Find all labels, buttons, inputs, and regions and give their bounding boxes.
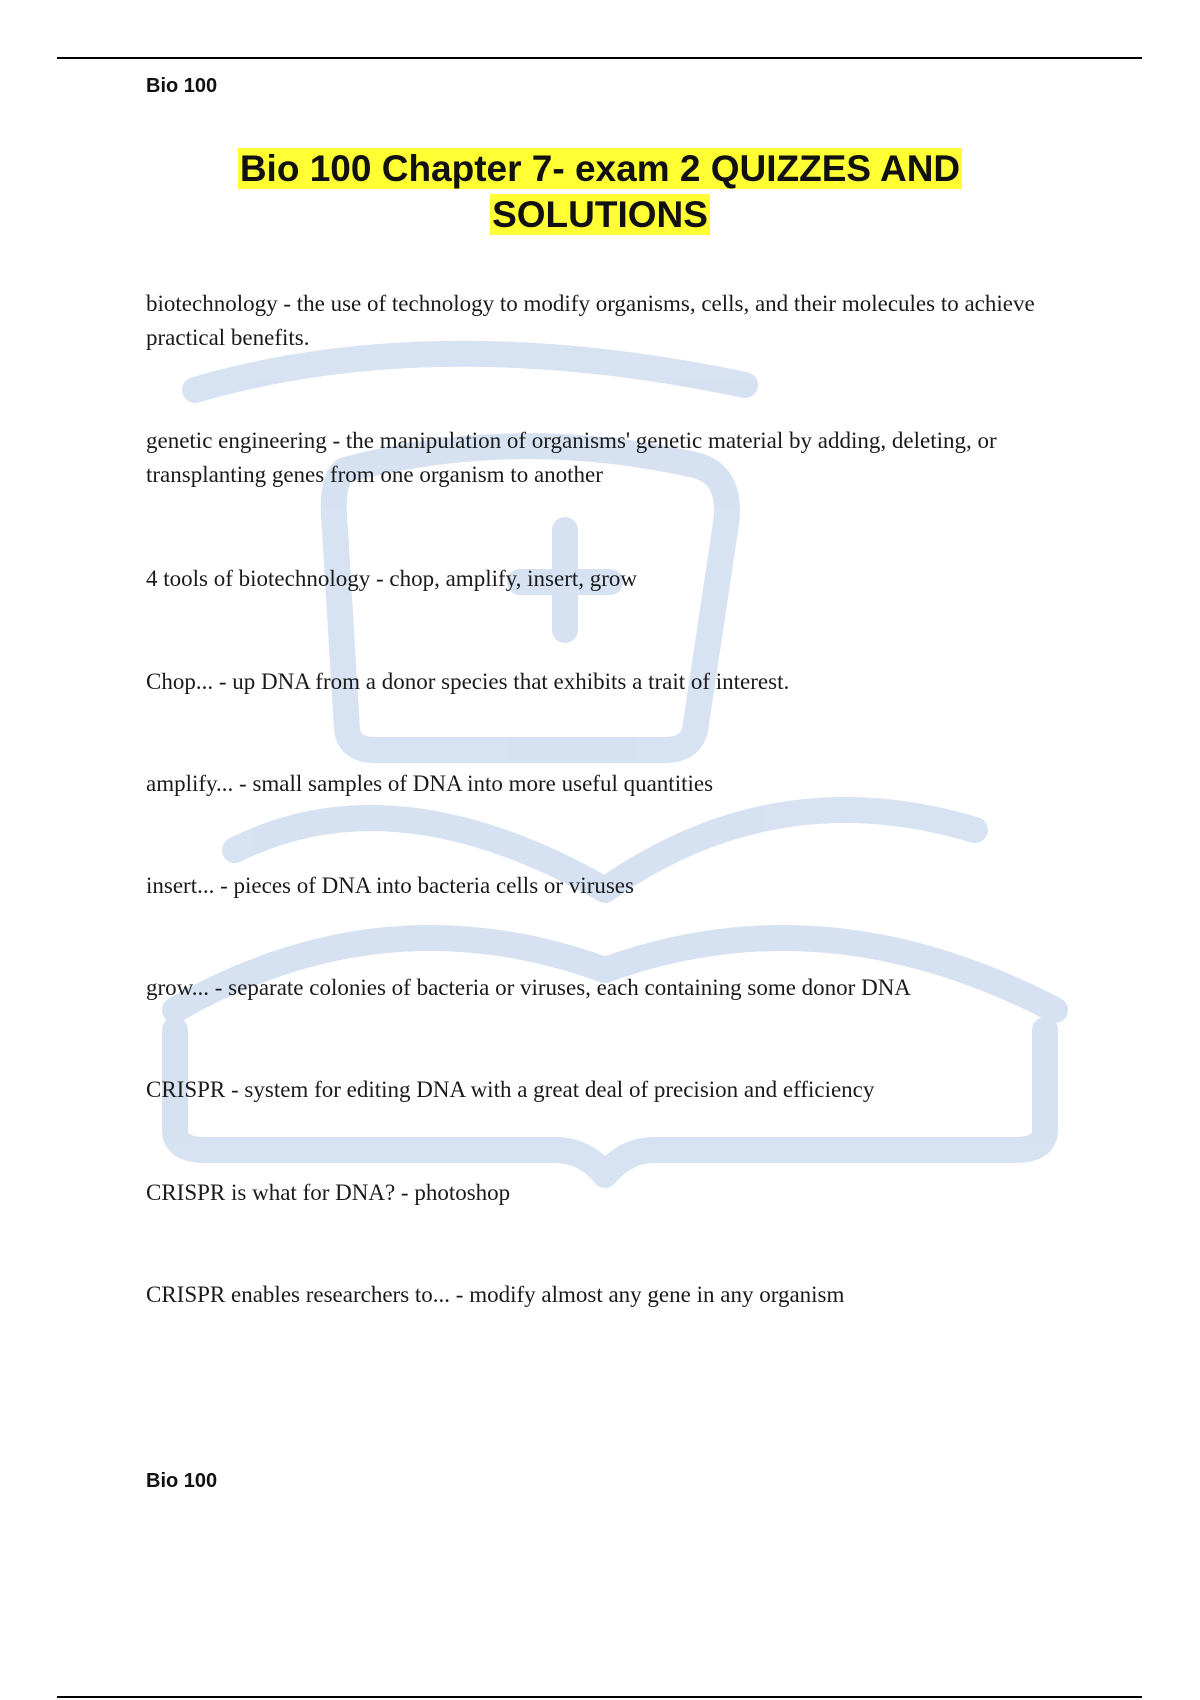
title-line-2: SOLUTIONS bbox=[492, 194, 708, 235]
qa-entry: CRISPR enables researchers to... - modify almost any gene in any organism bbox=[146, 1282, 845, 1307]
document-title bbox=[180, 146, 1020, 238]
qa-entry: amplify... - small samples of DNA into more useful quantities bbox=[146, 771, 714, 796]
qa-entry: genetic engineering - the manipulation of organisms' genetic material by adding, deleting, or transplanting genes from one organism to another bbox=[146, 428, 997, 487]
qa-entry: CRISPR - system for editing DNA with a great deal of precision and efficiency bbox=[146, 1077, 875, 1102]
qa-entry: 4 tools of biotechnology - chop, amplify, insert, grow bbox=[146, 566, 638, 591]
qa-entry: grow... - separate colonies of bacteria or viruses, each containing some donor DNA bbox=[146, 975, 911, 1000]
header-label: Bio 100 bbox=[146, 75, 218, 97]
qa-entry: insert... - pieces of DNA into bacteria cells or viruses bbox=[146, 873, 634, 898]
title-line-1: Bio 100 Chapter 7- exam 2 QUIZZES AND bbox=[239, 148, 961, 189]
bottom-rule bbox=[57, 1696, 1142, 1698]
qa-entry: CRISPR is what for DNA? - photoshop bbox=[146, 1180, 511, 1205]
top-rule bbox=[57, 57, 1142, 59]
footer-label: Bio 100 bbox=[146, 1470, 218, 1492]
qa-entry: biotechnology - the use of technology to modify organisms, cells, and their molecules to achieve practical benefits. bbox=[146, 291, 1035, 350]
qa-entry: Chop... - up DNA from a donor species that exhibits a trait of interest. bbox=[146, 669, 790, 694]
